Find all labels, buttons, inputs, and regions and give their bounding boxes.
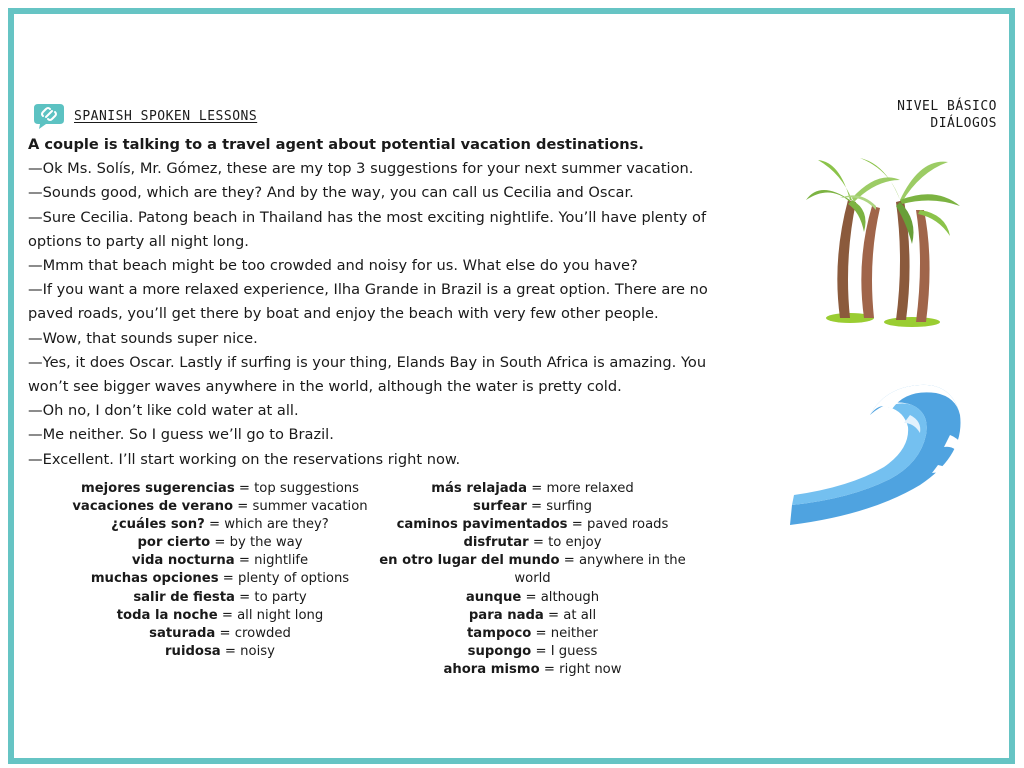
vocab-item <box>60 516 380 534</box>
vocab-item <box>60 498 380 516</box>
palm-trees-icon <box>800 140 970 330</box>
dialogue-line: —Me neither. So I guess we’ll go to Brazil. <box>28 426 334 444</box>
vocab-term: ¿cuáles son? <box>111 517 205 533</box>
dialogue-text <box>28 133 743 472</box>
dialogue-line: —Sure Cecilia. Patong beach in Thailand has the most exciting nightlife. You’ll have plenty of options to party all night long. <box>28 208 707 250</box>
vocab-translation: = plenty of options <box>222 571 350 587</box>
dialogue-line: —Yes, it does Oscar. Lastly if surfing is your thing, Elands Bay in South Africa is amazing. You won’t see bigger waves anywhere in the world, although the water is pretty cold. <box>28 353 707 396</box>
vocab-item <box>360 516 705 534</box>
vocab-item <box>360 625 705 643</box>
vocab-translation: = I guess <box>535 643 598 659</box>
vocab-term: disfrutar <box>463 535 529 551</box>
vocab-translation: = more relaxed <box>531 481 634 496</box>
chat-bubble-link-icon <box>32 102 66 130</box>
ocean-wave-icon <box>780 375 970 535</box>
vocab-term: supongo <box>467 643 532 659</box>
vocab-item <box>360 661 705 679</box>
vocab-term: mejores sugerencias <box>80 481 235 496</box>
vocab-item <box>60 534 380 552</box>
vocab-term: saturada <box>149 625 216 641</box>
vocab-translation: = right now <box>543 661 622 677</box>
dialogue-line: —Sounds good, which are they? And by the way, you can call us Cecilia and Oscar. <box>28 184 634 202</box>
vocab-term: caminos pavimentados <box>396 517 568 533</box>
brand-header <box>32 102 257 130</box>
vocab-item <box>60 625 380 643</box>
vocab-item <box>360 480 705 498</box>
vocab-term: más relajada <box>431 481 528 496</box>
vocab-item <box>60 480 380 498</box>
vocab-translation: = all night long <box>221 607 324 623</box>
vocab-translation: = nightlife <box>238 553 309 569</box>
vocabulary-list-right <box>360 480 705 679</box>
vocab-translation: = noisy <box>224 643 275 659</box>
vocab-term: muchas opciones <box>90 571 219 587</box>
dialogue-line: —Oh no, I don’t like cold water at all. <box>28 402 299 420</box>
vocab-translation: = crowded <box>219 625 291 641</box>
vocab-translation: = neither <box>535 625 598 641</box>
level-label <box>897 98 997 132</box>
vocab-item <box>60 643 380 661</box>
vocab-item <box>60 552 380 570</box>
vocab-translation: = top suggestions <box>238 481 360 496</box>
dialogue-line: —Wow, that sounds super nice. <box>28 329 258 347</box>
dialogue-title: A couple is talking to a travel agent about potential vacation destinations. <box>28 136 644 153</box>
vocab-item <box>360 552 705 588</box>
vocab-term: en otro lugar del mundo <box>379 553 560 569</box>
vocab-translation: = surfing <box>531 499 592 515</box>
vocab-item <box>360 498 705 516</box>
dialogue-line: —Mmm that beach might be too crowded and noisy for us. What else do you have? <box>28 257 638 275</box>
vocabulary-list-left <box>60 480 380 661</box>
vocab-term: vida nocturna <box>131 553 235 569</box>
vocab-translation: = paved roads <box>571 517 669 533</box>
vocab-translation: = to party <box>239 589 307 605</box>
vocab-translation: = at all <box>548 607 597 623</box>
vocab-translation: = to enjoy <box>532 535 602 551</box>
vocab-translation: = anywhere in the world <box>514 553 686 587</box>
dialogue-line: —Excellent. I’ll start working on the reservations right now. <box>28 450 461 468</box>
vocab-item <box>60 607 380 625</box>
vocab-term: toda la noche <box>116 607 218 623</box>
vocab-item <box>360 643 705 661</box>
vocab-translation: = summer vacation <box>237 499 368 515</box>
vocab-item <box>360 607 705 625</box>
vocab-translation: = which are they? <box>208 517 329 533</box>
vocab-item <box>360 589 705 607</box>
vocab-term: para nada <box>468 607 544 623</box>
vocab-term: tampoco <box>467 625 532 641</box>
vocab-item <box>360 534 705 552</box>
vocab-term: salir de fiesta <box>133 589 235 605</box>
vocab-translation: = although <box>525 589 600 605</box>
vocab-item <box>60 589 380 607</box>
vocab-term: vacaciones de verano <box>72 499 234 515</box>
vocab-term: aunque <box>465 589 522 605</box>
vocab-term: por cierto <box>137 535 211 551</box>
vocab-term: ahora mismo <box>443 661 540 677</box>
dialogue-line: —Ok Ms. Solís, Mr. Gómez, these are my top 3 suggestions for your next summer vacation. <box>28 160 694 178</box>
vocab-item <box>60 570 380 588</box>
brand-name: SPANISH SPOKEN LESSONS <box>74 108 258 124</box>
level-text: NIVEL BÁSICO <box>897 99 997 114</box>
vocab-translation: = by the way <box>214 535 303 551</box>
section-text: DIÁLOGOS <box>930 116 997 131</box>
dialogue-line: —If you want a more relaxed experience, Ilha Grande in Brazil is a great option. There are no paved roads, you’ll get there by boat and enjoy the beach with very few other people. <box>28 281 708 323</box>
vocab-term: ruidosa <box>165 643 221 659</box>
vocab-term: surfear <box>473 499 527 515</box>
